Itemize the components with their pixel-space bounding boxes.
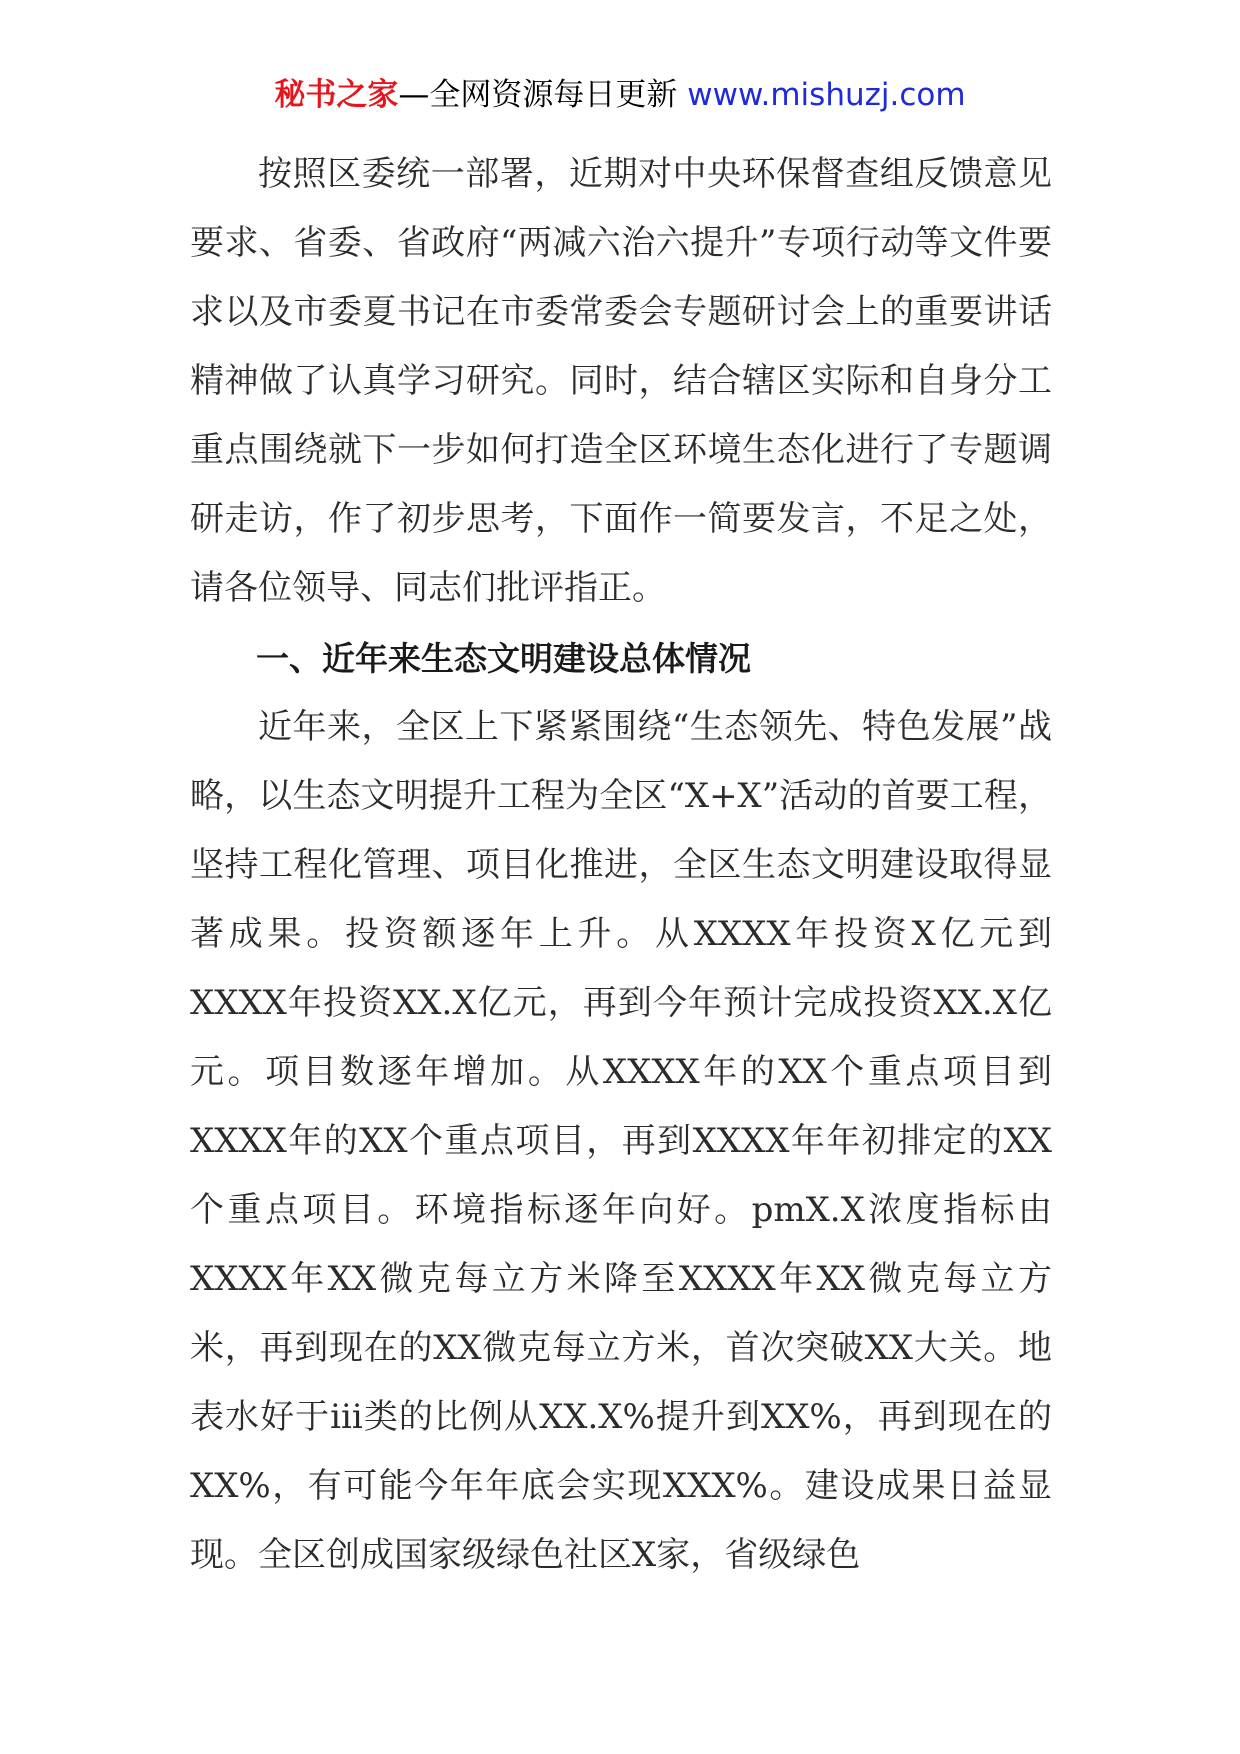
section-paragraph: 近年来，全区上下紧紧围绕“生态领先、特色发展”战略，以生态文明提升工程为全区“X+X”活动的首要工程，坚持工程化管理、项目化推进，全区生态文明建设取得显著成果。投资额逐年上升。从XXXX年投资X亿元到XXXX年投资XX.X亿元，再到今年预计完成投资XX.X亿元。项目数逐年增加。从XXXX年的XX个重点项目到XXXX年的XX个重点项目，再到XXXX年年初排定的XX个重点项目。环境指标逐年向好。pmX.X浓度指标由XXXX年XX微克每立方米降至XXXX年XX微克每立方米，再到现在的XX微克每立方米，首次突破XX大关。地表水好于iii类的比例从XX.X%提升到XX%，再到现在的XX%，有可能今年年底会实现XXX%。建设成果日益显现。全区创成国家级绿色社区X家，省级绿色: [190, 707, 1052, 1575]
section-heading: 一、近年来生态文明建设总体情况: [256, 639, 751, 678]
site-url-link[interactable]: www.mishuzj.com: [687, 77, 966, 113]
site-header: [0, 70, 1240, 120]
intro-paragraph: 按照区委统一部署，近期对中央环保督查组反馈意见要求、省委、省政府“两减六治六提升”专项行动等文件要求以及市委夏书记在市委常委会专题研讨会上的重要讲话精神做了认真学习研究。同时，结合辖区实际和自身分工重点围绕就下一步如何打造全区环境生态化进行了专题调研走访，作了初步思考，下面作一简要发言，不足之处，请各位领导、同志们批评指正。: [190, 154, 1052, 608]
header-tagline: —全网资源每日更新: [398, 77, 688, 113]
brand-name: 秘书之家: [274, 77, 399, 113]
document-body: [190, 140, 1052, 1590]
